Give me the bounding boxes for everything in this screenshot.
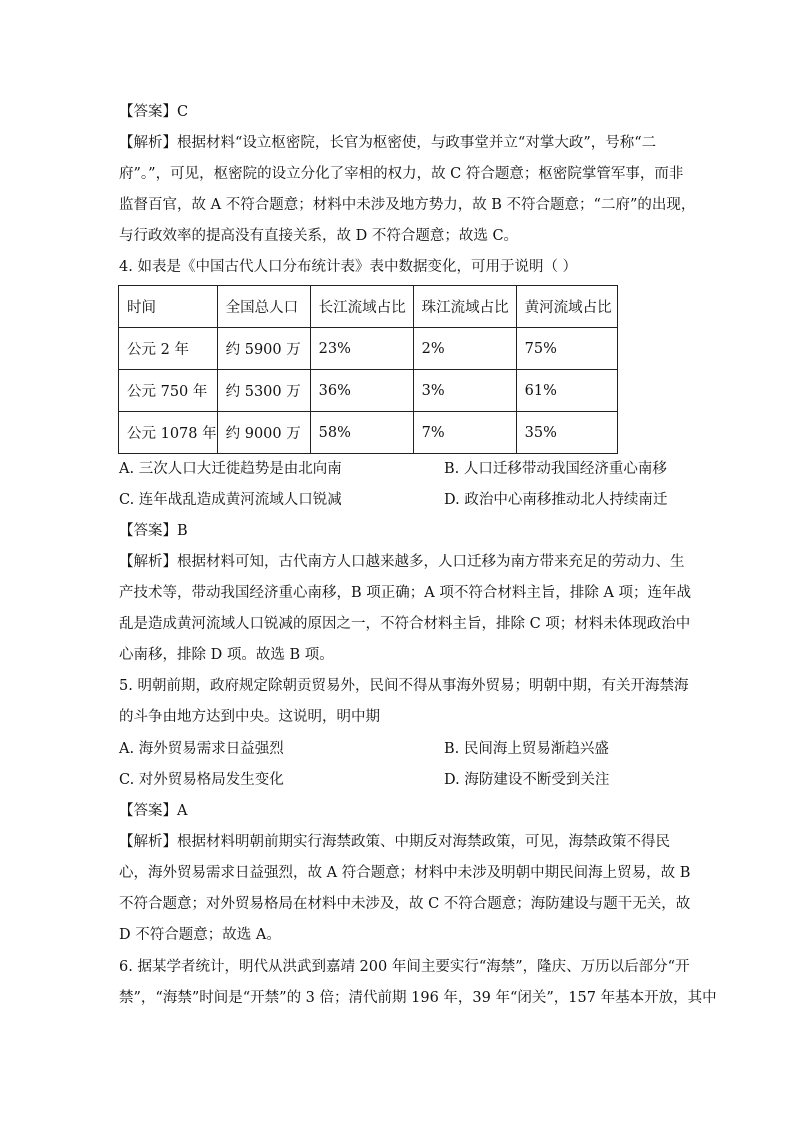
table-cell: 公元 1078 年: [119, 412, 218, 454]
table-row: [119, 370, 618, 412]
q5-option-a: A. 海外贸易需求日益强烈: [119, 741, 284, 757]
q4-option-d: D. 政治中心南移推动北人持续南迁: [444, 492, 668, 508]
q3-analysis-line-4: 与行政效率的提高没有直接关系，故 D 不符合题意；故选 C。: [119, 228, 519, 244]
q5-answer: 【答案】A: [119, 803, 188, 819]
q4-analysis-line-2: 产技术等，带动我国经济重心南移，B 项正确；A 项不符合材料主旨，排除 A 项；连年战: [119, 585, 692, 601]
table-header-cell: 长江流域占比: [310, 286, 413, 328]
q3-analysis-line-2: 府”。”，可见，枢密院的设立分化了宰相的权力，故 C 符合题意；枢密院掌管军事，而非: [119, 166, 684, 182]
table-cell: 约 5900 万: [217, 328, 310, 370]
q4-answer: 【答案】B: [119, 523, 188, 539]
table-header-cell: 时间: [119, 286, 218, 328]
table-header-cell: 黄河流域占比: [516, 286, 617, 328]
q6-stem-line-1: 6. 据某学者统计，明代从洪武到嘉靖 200 年间主要实行“海禁”，隆庆、万历以后部分“开: [119, 959, 690, 975]
table-header-cell: 珠江流域占比: [413, 286, 516, 328]
q5-stem-line-1: 5. 明朝前期，政府规定除朝贡贸易外，民间不得从事海外贸易；明朝中期，有关开海禁海: [119, 678, 689, 694]
table-cell: 约 9000 万: [217, 412, 310, 454]
table-cell: 35%: [516, 412, 617, 454]
table-cell: 2%: [413, 328, 516, 370]
q4-analysis-line-3: 乱是造成黄河流域人口锐减的原因之一，不符合材料主旨，排除 C 项；材料未体现政治中: [119, 616, 691, 632]
table-row: [119, 412, 618, 454]
table-cell: 约 5300 万: [217, 370, 310, 412]
q4-option-c: C. 连年战乱造成黄河流域人口锐减: [119, 492, 342, 508]
table-cell: 7%: [413, 412, 516, 454]
table-cell: 36%: [310, 370, 413, 412]
table-cell: 58%: [310, 412, 413, 454]
q5-option-d: D. 海防建设不断受到关注: [444, 772, 610, 788]
q5-analysis-line-2: 心，海外贸易需求日益强烈，故 A 符合题意；材料中未涉及明朝中期民间海上贸易，故 B: [119, 865, 691, 881]
q5-option-b: B. 民间海上贸易渐趋兴盛: [444, 741, 609, 757]
q3-analysis-line-3: 监督百官，故 A 不符合题意；材料中未涉及地方势力，故 B 不符合题意；“二府”的出现，: [119, 197, 696, 213]
table-cell: 公元 750 年: [119, 370, 218, 412]
table-header-row: [119, 286, 618, 328]
q4-analysis-line-4: 心南移，排除 D 项。故选 B 项。: [119, 647, 334, 663]
table-cell: 61%: [516, 370, 617, 412]
table-row: [119, 328, 618, 370]
population-table: [118, 285, 618, 454]
q5-analysis-line-3: 不符合题意；对外贸易格局在材料中未涉及，故 C 不符合题意；海防建设与题干无关，故: [119, 896, 691, 912]
q4-analysis-line-1: 【解析】根据材料可知，古代南方人口越来越多，人口迁移为南方带来充足的劳动力、生: [119, 554, 685, 570]
q5-analysis-line-4: D 不符合题意；故选 A。: [119, 927, 281, 943]
table-cell: 23%: [310, 328, 413, 370]
q6-stem-line-2: 禁”，“海禁”时间是“开禁”的 3 倍；清代前期 196 年，39 年“闭关”，157 年基本开放，其中: [119, 990, 717, 1006]
q4-stem: 4. 如表是《中国古代人口分布统计表》表中数据变化，可用于说明（ ）: [119, 259, 578, 275]
q3-answer: 【答案】C: [119, 104, 189, 120]
q5-analysis-line-1: 【解析】根据材料明朝前期实行海禁政策、中期反对海禁政策，可见，海禁政策不得民: [119, 834, 670, 850]
q4-option-b: B. 人口迁移带动我国经济重心南移: [444, 461, 667, 477]
q3-analysis-line-1: 【解析】根据材料“设立枢密院，长官为枢密使，与政事堂并立“对掌大政”，号称“二: [119, 135, 657, 151]
table-cell: 3%: [413, 370, 516, 412]
table-header-cell: 全国总人口: [217, 286, 310, 328]
q5-option-c: C. 对外贸易格局发生变化: [119, 772, 284, 788]
q4-option-a: A. 三次人口大迁徙趋势是由北向南: [119, 461, 342, 477]
q5-stem-line-2: 的斗争由地方达到中央。这说明，明中期: [119, 709, 380, 725]
table-cell: 75%: [516, 328, 617, 370]
table-cell: 公元 2 年: [119, 328, 218, 370]
